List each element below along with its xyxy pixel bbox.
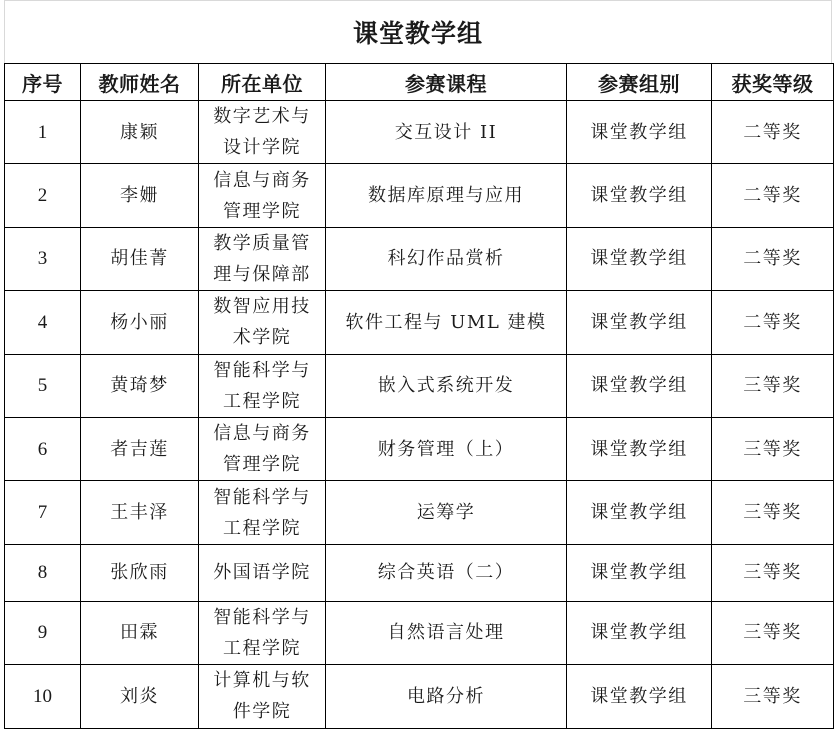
table-row (5, 164, 834, 227)
cell-no: 9 (5, 601, 81, 664)
cell-group: 课堂教学组 (567, 291, 712, 354)
header-row (5, 64, 834, 101)
header-cell-award: 获奖等级 (712, 64, 834, 101)
unit-line: 术学院 (232, 327, 292, 349)
cell-award: 二等奖 (712, 164, 834, 227)
cell-name: 田霖 (81, 601, 199, 664)
cell-award: 二等奖 (712, 291, 834, 354)
unit-line: 信息与商务 (213, 423, 311, 445)
cell-award: 三等奖 (712, 665, 834, 728)
cell-course: 运筹学 (326, 481, 567, 544)
table-row (5, 101, 834, 164)
cell-unit (199, 227, 326, 290)
table-row (5, 227, 834, 290)
cell-no: 4 (5, 291, 81, 354)
unit-line: 数智应用技 (213, 296, 311, 318)
table-body (5, 101, 834, 729)
unit-line: 智能科学与 (213, 359, 311, 381)
unit-line: 数字艺术与 (213, 106, 311, 128)
cell-name: 者吉莲 (81, 417, 199, 480)
cell-group: 课堂教学组 (567, 164, 712, 227)
unit-line: 工程学院 (223, 517, 301, 539)
cell-award: 三等奖 (712, 601, 834, 664)
cell-unit (199, 601, 326, 664)
award-table (4, 63, 834, 729)
unit-line: 外国语学院 (213, 562, 311, 584)
cell-course: 自然语言处理 (326, 601, 567, 664)
table-row (5, 417, 834, 480)
table-row (5, 544, 834, 601)
table-row (5, 665, 834, 728)
unit-line: 智能科学与 (213, 606, 311, 628)
cell-group: 课堂教学组 (567, 601, 712, 664)
cell-name: 胡佳菁 (81, 227, 199, 290)
table-row (5, 601, 834, 664)
cell-name: 黄琦梦 (81, 354, 199, 417)
unit-line: 设计学院 (223, 137, 301, 159)
cell-course: 软件工程与 UML 建模 (326, 291, 567, 354)
cell-unit (199, 544, 326, 601)
table-row (5, 354, 834, 417)
cell-award: 二等奖 (712, 101, 834, 164)
cell-unit (199, 354, 326, 417)
cell-name: 刘炎 (81, 665, 199, 728)
cell-group: 课堂教学组 (567, 101, 712, 164)
cell-award: 三等奖 (712, 354, 834, 417)
cell-unit (199, 101, 326, 164)
header-cell-name: 教师姓名 (81, 64, 199, 101)
cell-course: 交互设计 II (326, 101, 567, 164)
cell-course: 综合英语（二） (326, 544, 567, 601)
unit-line: 工程学院 (223, 637, 301, 659)
cell-award: 二等奖 (712, 227, 834, 290)
cell-no: 7 (5, 481, 81, 544)
award-sheet (4, 0, 833, 733)
cell-no: 3 (5, 227, 81, 290)
cell-unit (199, 417, 326, 480)
cell-no: 10 (5, 665, 81, 728)
unit-line: 信息与商务 (213, 169, 311, 191)
cell-group: 课堂教学组 (567, 665, 712, 728)
cell-no: 5 (5, 354, 81, 417)
unit-line: 智能科学与 (213, 486, 311, 508)
cell-name: 康颖 (81, 101, 199, 164)
cell-no: 2 (5, 164, 81, 227)
unit-line: 管理学院 (223, 200, 301, 222)
table-title-row (4, 0, 832, 63)
cell-unit (199, 481, 326, 544)
cell-unit (199, 665, 326, 728)
header-cell-course: 参赛课程 (326, 64, 567, 101)
cell-group: 课堂教学组 (567, 417, 712, 480)
cell-no: 1 (5, 101, 81, 164)
header-cell-group: 参赛组别 (567, 64, 712, 101)
unit-line: 教学质量管 (213, 232, 311, 254)
table-row (5, 291, 834, 354)
unit-line: 工程学院 (223, 390, 301, 412)
cell-name: 李姗 (81, 164, 199, 227)
cell-course: 财务管理（上） (326, 417, 567, 480)
cell-no: 8 (5, 544, 81, 601)
cell-group: 课堂教学组 (567, 481, 712, 544)
table-title: 课堂教学组 (352, 19, 483, 48)
cell-course: 电路分析 (326, 665, 567, 728)
table-row (5, 481, 834, 544)
cell-award: 三等奖 (712, 481, 834, 544)
header-cell-unit: 所在单位 (199, 64, 326, 101)
cell-course: 科幻作品赏析 (326, 227, 567, 290)
cell-name: 张欣雨 (81, 544, 199, 601)
cell-group: 课堂教学组 (567, 354, 712, 417)
cell-unit (199, 291, 326, 354)
unit-line: 管理学院 (223, 454, 301, 476)
cell-group: 课堂教学组 (567, 544, 712, 601)
cell-no: 6 (5, 417, 81, 480)
cell-name: 杨小丽 (81, 291, 199, 354)
cell-name: 王丰泽 (81, 481, 199, 544)
unit-line: 理与保障部 (213, 263, 311, 285)
cell-group: 课堂教学组 (567, 227, 712, 290)
cell-unit (199, 164, 326, 227)
unit-line: 件学院 (232, 701, 292, 723)
cell-course: 数据库原理与应用 (326, 164, 567, 227)
header-cell-no: 序号 (5, 64, 81, 101)
cell-award: 三等奖 (712, 417, 834, 480)
cell-course: 嵌入式系统开发 (326, 354, 567, 417)
unit-line: 计算机与软 (213, 670, 311, 692)
cell-award: 三等奖 (712, 544, 834, 601)
